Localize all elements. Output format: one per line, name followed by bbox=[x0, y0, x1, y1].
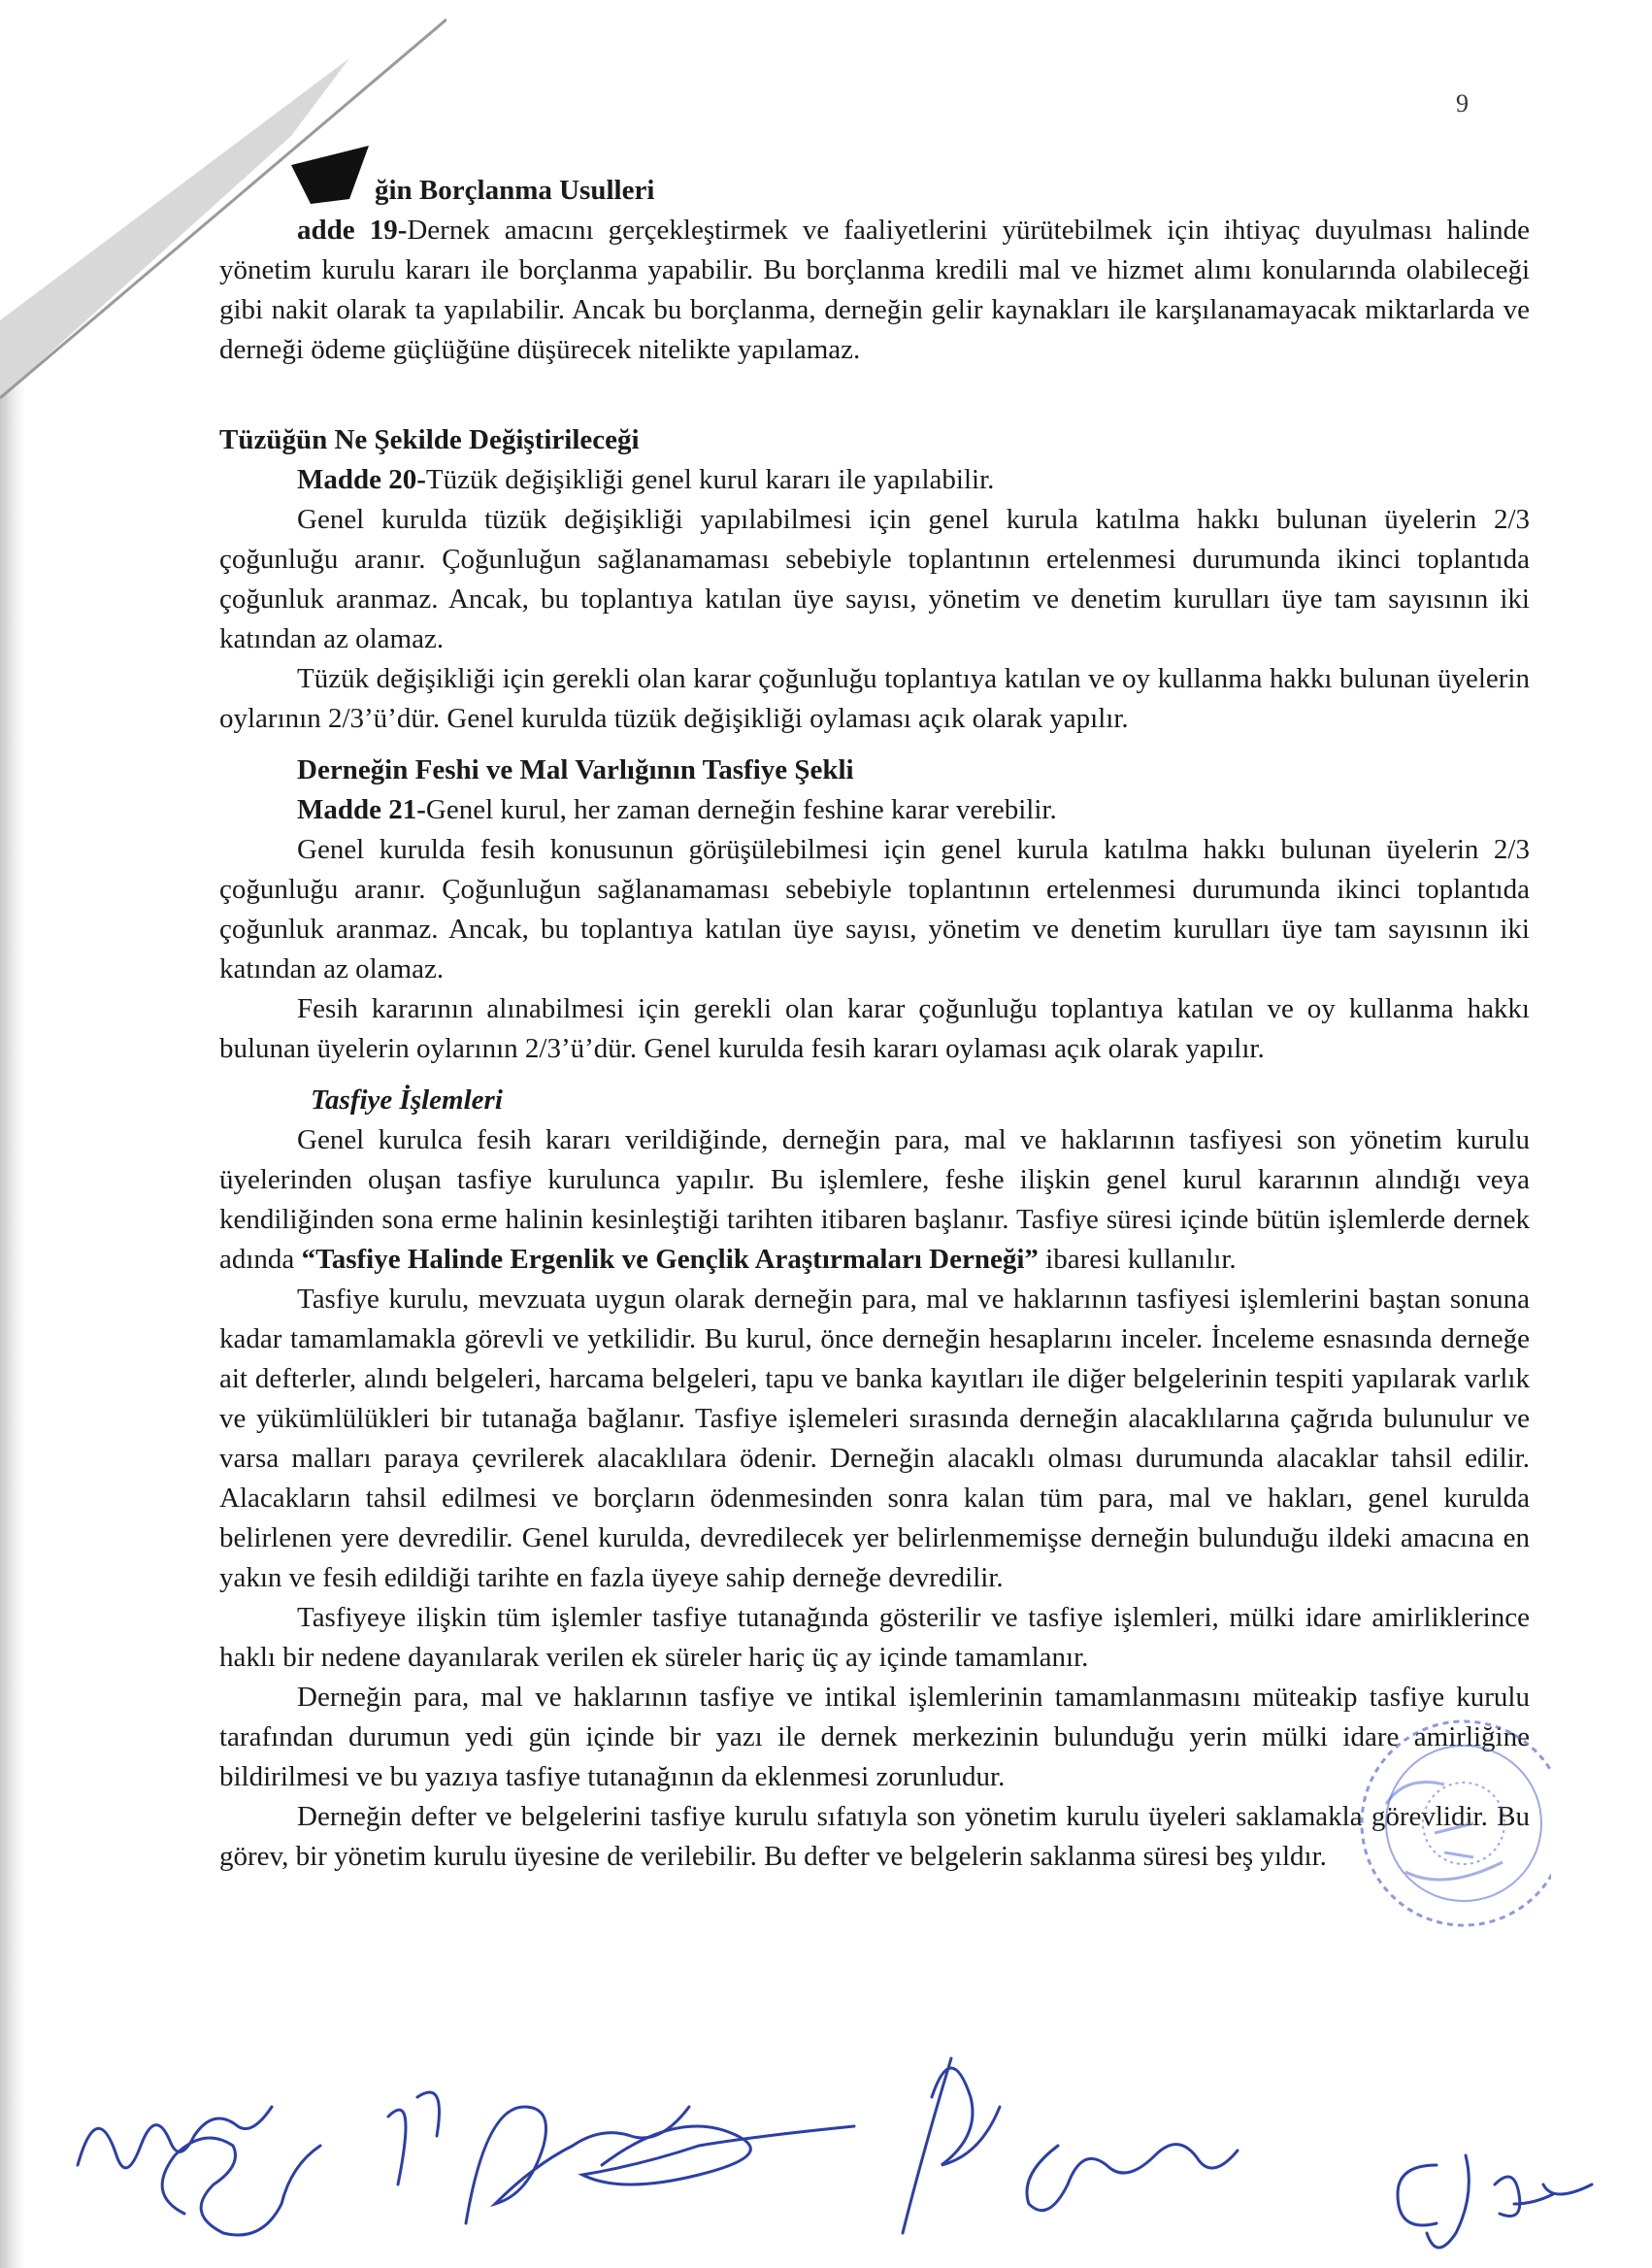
tasfiye-paragraph: Derneğin defter ve belgelerini tasfiye kurulu sıfatıyla son yönetim kurulu üyeleri saklamakla görevlidir. Bu görev, bir yönetim kurulu üyesine de verilebilir. Bu defter ve belgelerin saklanma süresi beş yıldır. bbox=[219, 1801, 1530, 1872]
section-heading-tuzuk: Tüzüğün Ne Şekilde Değiştirileceği bbox=[219, 424, 640, 455]
article-21-label: Madde 21- bbox=[297, 794, 426, 825]
document-body bbox=[219, 171, 1530, 1877]
article-20-label: Madde 20- bbox=[297, 464, 426, 495]
article-19 bbox=[219, 211, 1530, 370]
tasfiye-paragraph: Derneğin para, mal ve haklarının tasfiye ve intikal işlemlerinin tamamlanmasını müteakip tasfiye kurulu tarafından durumun yedi gün içinde bir yazı ile dernek merkezinin bulunduğu yerin mülki idare amirliğine bildirilmesi ve bu yazıya tasfiye tutanağının da eklenmesi zorunludur. bbox=[219, 1682, 1530, 1792]
article-20 bbox=[219, 460, 1530, 500]
tasfiye-paragraph: Tasfiyeye ilişkin tüm işlemler tasfiye tutanağında gösterilir ve tasfiye işlemleri, mülki idare amirliklerince haklı bir nedene dayanılarak verilen ek süreler hariç üç ay içinde tamamlanır. bbox=[219, 1602, 1530, 1673]
tasfiye-p1-tail: ibaresi kullanılır. bbox=[1038, 1244, 1237, 1275]
section-heading-borclanma: ğin Borçlanma Usulleri bbox=[375, 175, 655, 206]
tasfiye-paragraph bbox=[219, 1120, 1530, 1280]
article-19-text: Dernek amacını gerçekleştirmek ve faaliyetlerini yürütebilmek için ihtiyaç duyulması halinde yönetim kurulu kararı ile borçlanma yapabilir. Bu borçlanma kredili mal ve hizmet alımı konularında olabileceği gibi nakit olarak ta yapılabilir. Ancak bu borçlanma, derneğin gelir kaynakları ile karşılanamayacak miktarlarda ve derneği ödeme güçlüğüne düşürecek nitelikte yapılamaz. bbox=[219, 215, 1530, 365]
article-20-text: Tüzük değişikliği genel kurul kararı ile yapılabilir. bbox=[425, 464, 995, 495]
article-21-paragraph: Fesih kararının alınabilmesi için gerekli olan karar çoğunluğu toplantıya katılan ve oy kullanma hakkı bulunan üyelerin oylarının 2/3’ü’dür. Genel kurulda fesih kararı oylaması açık olarak yapılır. bbox=[219, 993, 1530, 1064]
tasfiye-association-name: “Tasfiye Halinde Ergenlik ve Gençlik Araştırmaları Derneği” bbox=[301, 1244, 1039, 1275]
article-21-text: Genel kurul, her zaman derneğin feshine karar verebilir. bbox=[425, 794, 1057, 825]
scan-edge-shadow bbox=[0, 350, 25, 2268]
article-20-paragraph: Genel kurulda tüzük değişikliği yapılabilmesi için genel kurula katılma hakkı bulunan üyelerin 2/3 çoğunluğu aranır. Çoğunluğun sağlanamaması sebebiyle toplantının ertelenmesi durumunda ikinci toplantıda çoğunluk aranmaz. Ancak, bu toplantıya katılan üye sayısı, yönetim ve denetim kurulları üye tam sayısının iki katından az olamaz. bbox=[219, 504, 1530, 654]
section-heading-tasfiye: Tasfiye İşlemleri bbox=[311, 1084, 503, 1116]
tasfiye-paragraph: Tasfiye kurulu, mevzuata uygun olarak derneğin para, mal ve haklarının tasfiyesi işlemlerini baştan sonuna kadar tamamlamakla görevli ve yetkilidir. Bu kurul, önce derneğin hesaplarını inceler. İnceleme esnasında derneğe ait defterler, alındı belgeleri, harcama belgeleri, tapu ve banka kayıtları ile diğer belgelerinin tespiti yapılarak varlık ve yükümlülükleri bir tutanağa bağlanır. Tasfiye işlemeleri sırasında derneğin alacaklılarına çağrıda bulunulur ve varsa malları paraya çevrilerek alacaklılara ödenir. Derneğin alacaklı olması durumunda alacaklar tahsil edilir. Alacakların tahsil edilmesi ve borçların ödenmesinden sonra kalan tüm para, mal ve hakları, genel kurulda belirlenen yere devredilir. Genel kurulda, devredilecek yer belirlenmemişse derneğin bulunduğu ildeki amacına en yakın ve fesih edildiği tarihte en fazla üyeye sahip derneğe devredilir. bbox=[219, 1284, 1530, 1593]
article-21-paragraph: Genel kurulda fesih konusunun görüşülebilmesi için genel kurula katılma hakkı bulunan üyelerin 2/3 çoğunluğu aranır. Çoğunluğun sağlanamaması sebebiyle toplantının ertelenmesi durumunda ikinci toplantıda çoğunluk aranmaz. Ancak, bu toplantıya katılan üye sayısı, yönetim ve denetim kurulları üye tam sayısının iki katından az olamaz. bbox=[219, 834, 1530, 984]
article-21 bbox=[219, 790, 1530, 830]
article-20-paragraph: Tüzük değişikliği için gerekli olan karar çoğunluğu toplantıya katılan ve oy kullanma hakkı bulunan üyelerin oylarının 2/3’ü’dür. Genel kurulda tüzük değişikliği oylaması açık olarak yapılır. bbox=[219, 663, 1530, 734]
official-stamp-icon bbox=[1240, 1687, 1551, 1940]
tasfiye-p1-text: Genel kurulca fesih kararı verildiğinde, derneğin para, mal ve haklarının tasfiyesi son yönetim kurulu üyelerinden oluşan tasfiye kurulunca yapılır. Bu işlemlere, feshe ilişkin genel kurul kararının alındığı veya kendiliğinden sona erme halinin kesinleştiği tarihten itibaren başlanır. Tasfiye süresi içinde bütün işlemlerde dernek adında bbox=[219, 1124, 1530, 1275]
article-19-label: adde 19- bbox=[297, 215, 408, 246]
section-heading-fesih: Derneğin Feshi ve Mal Varlığının Tasfiye Şekli bbox=[297, 754, 854, 785]
handwritten-signatures-icon bbox=[58, 2019, 1650, 2262]
page-number: 9 bbox=[1456, 89, 1469, 117]
